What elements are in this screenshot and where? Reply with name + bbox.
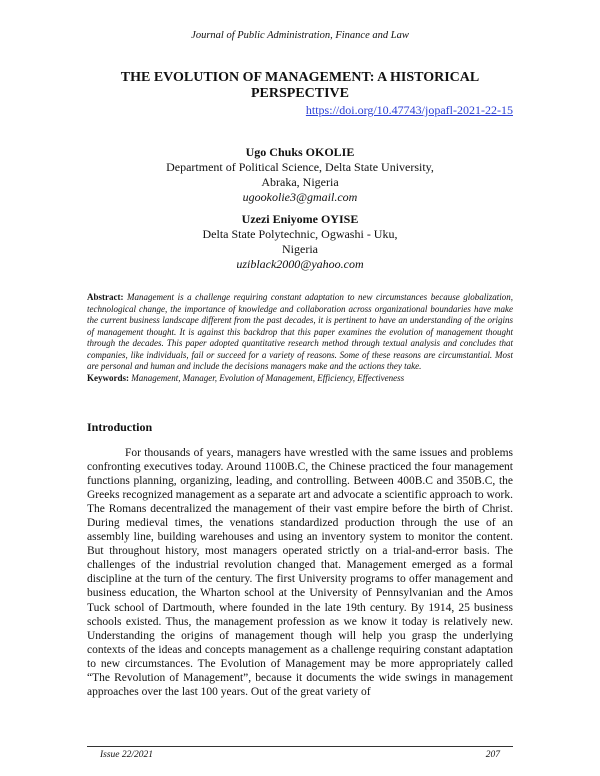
abstract-text: Management is a challenge requiring constant adaptation to new circumstances because globalization, technological change, the importance of knowledge and collaboration across organizational boundaries have make the current business landscape different from the past decades, it is pertinent to have an understanding of the origins of management thought. It is against this backdrop that this paper examines the evolution of management thought through the decades. This paper adopted quantitative research method through textual analysis and concludes that companies, like individuals, fail or succeed for a variety of reasons. Some of these reasons are circumstantial. Most are personal and human and include the decisions managers make and the actions they take. <box>87 292 513 371</box>
author-name: Ugo Chuks OKOLIE <box>245 145 355 159</box>
paper-title: THE EVOLUTION OF MANAGEMENT: A HISTORICAL PERSPECTIVE <box>120 70 480 101</box>
footer-issue: Issue 22/2021 <box>100 750 154 760</box>
author-affiliation: Delta State Polytechnic, Ogwashi - Uku, <box>202 227 398 241</box>
footer-divider <box>87 746 513 747</box>
abstract-label: Abstract: <box>87 292 124 302</box>
author-name: Uzezi Eniyome OYISE <box>241 212 359 226</box>
intro-paragraph: For thousands of years, managers have wrestled with the same issues and problems confronting executives today. Around 1100B.C, the Chinese practiced the four management functions planning, organizing, leading, and controlling. Between 400B.C and 350B.C, the Greeks recognized management as a separate art and advocate a scientific approach to work. The Romans decentralized the management of their vast empire before the birth of Christ. During medieval times, the venations standardized production through the use of an assembly line, building warehouses and using an inventory system to monitor the content. But throughout history, most managers operated strictly on a trial-and-error basis. The challenges of the industrial revolution changed that. Management emerged as a formal discipline at the turn of the century. The first University programs to offer management and business education, the Wharton school at the University of Pennsylvanian and the Amos Tuck school of Dartmouth, where founded in the late 19th century. By 1914, 25 business schools existed. Thus, the management profession as we know it today is relatively new. Understanding the origins of management though will help you grasp the underlying contexts of the ideas and concepts management as a challenge requiring constant adaptation to new circumstances. The Evolution of Management may be more appropriately called “The Revolution of Management”, because it documents the wide swings in management approaches over the last 100 years. Out of the great variety of <box>87 447 513 698</box>
author-email: ugookolie3@gmail.com <box>242 190 358 204</box>
footer-page-number: 207 <box>485 750 500 760</box>
author-affiliation: Abraka, Nigeria <box>261 175 339 189</box>
author-email: uziblack2000@yahoo.com <box>236 257 364 271</box>
running-head: Journal of Public Administration, Finance and Law <box>191 30 409 41</box>
author-affiliation: Department of Political Science, Delta State University, <box>166 160 434 174</box>
doi-link[interactable]: https://doi.org/10.47743/jopafl-2021-22-15 <box>305 103 513 117</box>
author-block-1 <box>0 145 600 205</box>
section-heading-introduction: Introduction <box>87 420 153 434</box>
keywords-text: Management, Manager, Evolution of Management, Efficiency, Effectiveness <box>131 372 405 383</box>
author-block-2 <box>0 212 600 272</box>
keywords-label: Keywords: <box>87 372 129 383</box>
author-affiliation: Nigeria <box>282 242 318 256</box>
abstract-section <box>87 292 513 384</box>
